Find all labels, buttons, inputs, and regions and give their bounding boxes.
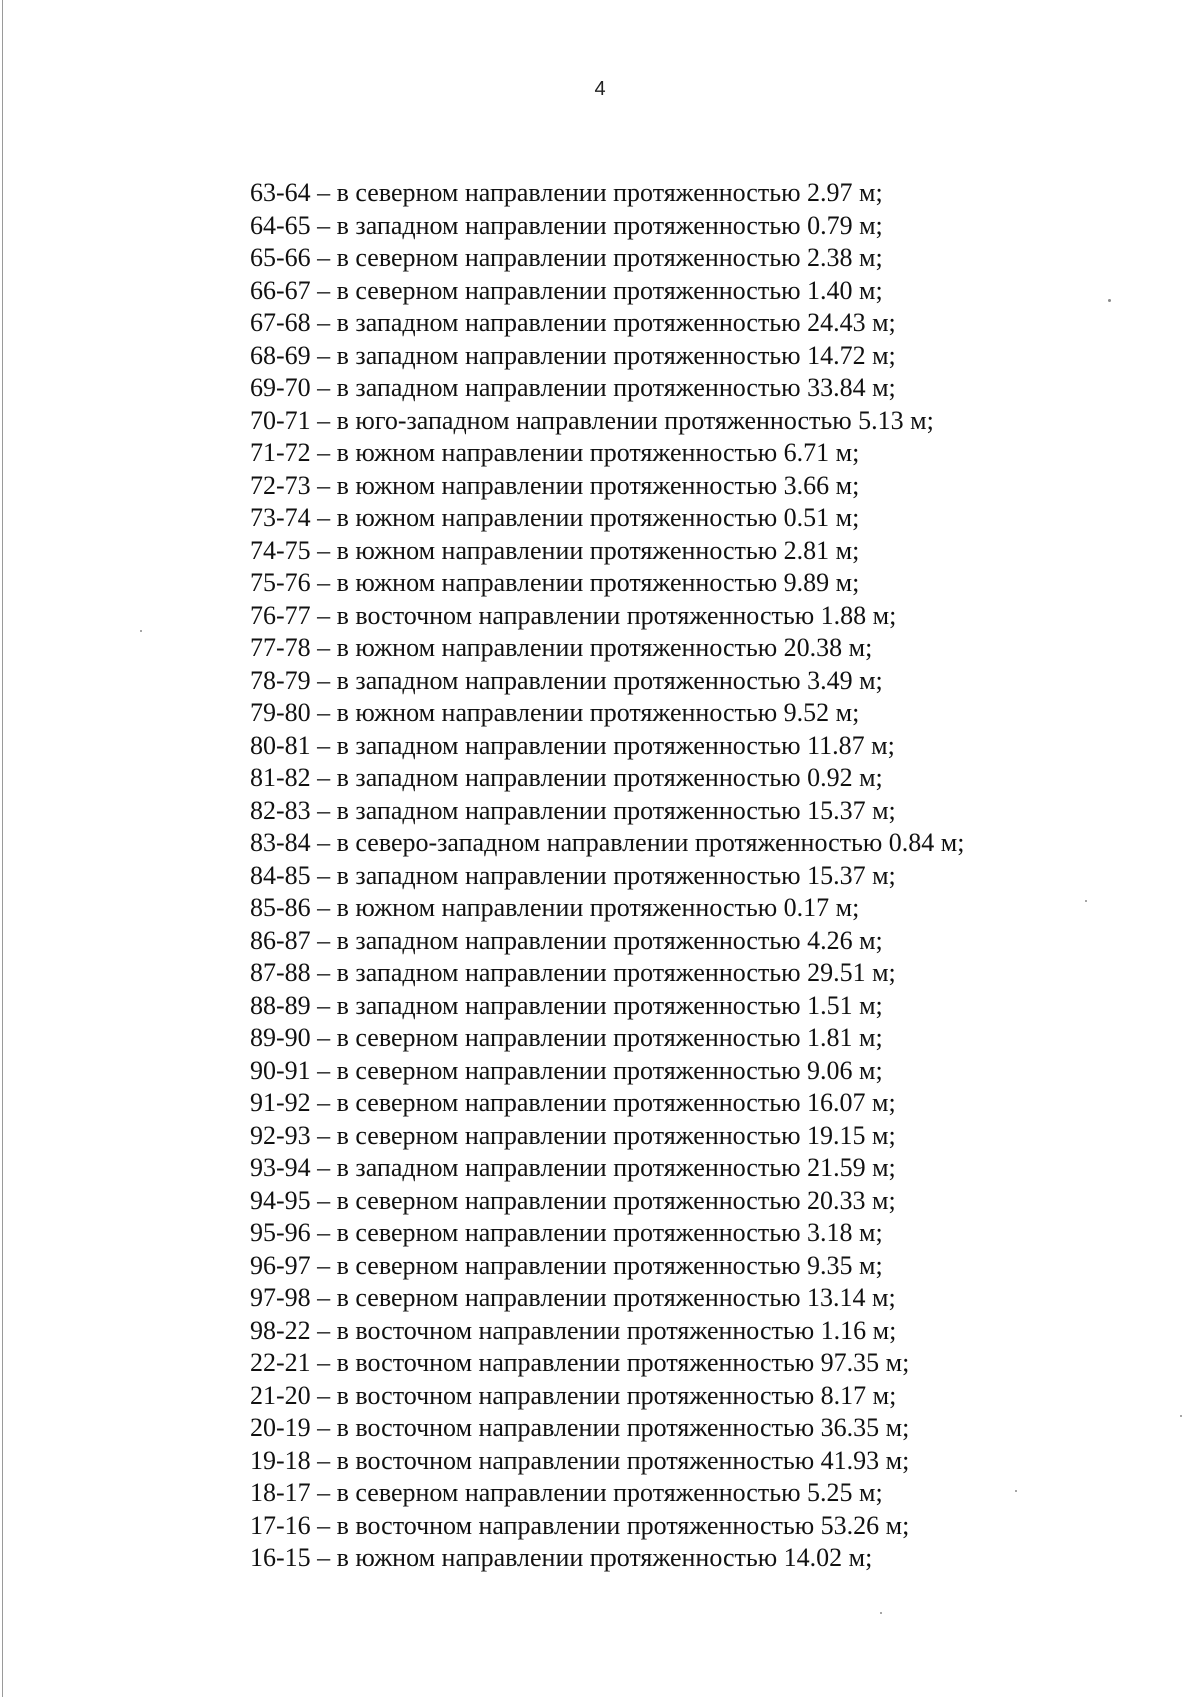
segment-entry: 89-90 – в северном направлении протяженностью 1.81 м; [250,1023,883,1052]
segment-entry: 74-75 – в южном направлении протяженностью 2.81 м; [250,535,860,565]
segment-entry: 95-96 – в северном направлении протяженностью 3.18 м; [250,1218,883,1247]
segment-entry: 84-85 – в западном направлении протяженностью 15.37 м; [250,860,896,890]
segment-entry: 72-73 – в южном направлении протяженностью 3.66 м; [250,470,860,500]
segment-entry: 94-95 – в северном направлении протяженностью 20.33 м; [250,1185,896,1215]
segment-entry: 97-98 – в северном направлении протяженностью 13.14 м; [250,1283,896,1312]
segment-entry: 21-20 – в восточном направлении протяженностью 8.17 м; [250,1380,897,1410]
segment-entry: 22-21 – в восточном направлении протяженностью 97.35 м; [250,1348,910,1377]
segment-entry: 16-15 – в южном направлении протяженностью 14.02 м; [250,1543,873,1572]
segment-entry: 65-66 – в северном направлении протяженностью 2.38 м; [250,243,883,272]
segment-entry: 77-78 – в южном направлении протяженностью 20.38 м; [250,633,873,662]
segment-entry: 78-79 – в западном направлении протяженностью 3.49 м; [250,665,883,695]
segment-entry: 91-92 – в северном направлении протяженностью 16.07 м; [250,1088,896,1117]
segment-entry: 70-71 – в юго-западном направлении протяженностью 5.13 м; [250,405,934,435]
page-number: 4 [594,78,606,100]
segment-entry: 80-81 – в западном направлении протяженностью 11.87 м; [250,730,895,760]
segment-entry: 17-16 – в восточном направлении протяженностью 53.26 м; [250,1510,910,1540]
page-left-edge [2,0,3,1697]
segment-entry: 73-74 – в южном направлении протяженностью 0.51 м; [250,503,860,532]
segment-entry: 85-86 – в южном направлении протяженностью 0.17 м; [250,893,860,922]
segment-entry: 67-68 – в западном направлении протяженностью 24.43 м; [250,308,896,337]
segment-entry: 93-94 – в западном направлении протяженностью 21.59 м; [250,1153,896,1182]
segment-entry: 92-93 – в северном направлении протяженностью 19.15 м; [250,1120,896,1150]
segment-entry: 76-77 – в восточном направлении протяженностью 1.88 м; [250,600,897,630]
segment-entry: 79-80 – в южном направлении протяженностью 9.52 м; [250,698,860,727]
segment-entry: 88-89 – в западном направлении протяженностью 1.51 м; [250,990,883,1020]
segment-entry: 96-97 – в северном направлении протяженностью 9.35 м; [250,1250,883,1280]
scan-speck [1085,900,1087,902]
segment-entry: 68-69 – в западном направлении протяженностью 14.72 м; [250,340,896,370]
segment-entry: 69-70 – в западном направлении протяженностью 33.84 м; [250,373,896,402]
scan-speck [1015,1490,1017,1492]
segment-entry: 71-72 – в южном направлении протяженностью 6.71 м; [250,438,860,467]
segment-entry: 75-76 – в южном направлении протяженностью 9.89 м; [250,568,860,597]
segment-entry: 63-64 – в северном направлении протяженностью 2.97 м; [250,178,883,207]
segment-entry: 64-65 – в западном направлении протяженностью 0.79 м; [250,210,883,240]
segment-entry: 86-87 – в западном направлении протяженностью 4.26 м; [250,925,883,955]
segment-entry: 18-17 – в северном направлении протяженностью 5.25 м; [250,1478,883,1507]
segment-entry: 90-91 – в северном направлении протяженностью 9.06 м; [250,1055,883,1085]
segment-entry: 20-19 – в восточном направлении протяженностью 36.35 м; [250,1413,910,1442]
segment-entry: 82-83 – в западном направлении протяженностью 15.37 м; [250,795,896,825]
scan-speck [1180,1415,1182,1417]
scan-speck [140,630,142,632]
segment-entry: 66-67 – в северном направлении протяженностью 1.40 м; [250,275,883,305]
segment-entry: 81-82 – в западном направлении протяженностью 0.92 м; [250,763,883,792]
segment-entry: 19-18 – в восточном направлении протяженностью 41.93 м; [250,1445,910,1475]
segment-entry: 98-22 – в восточном направлении протяженностью 1.16 м; [250,1315,897,1345]
segment-entry: 83-84 – в северо-западном направлении протяженностью 0.84 м; [250,828,965,857]
boundary-segment-list [250,177,964,1575]
scan-speck [880,1612,882,1614]
scan-speck [1108,299,1111,302]
segment-entry: 87-88 – в западном направлении протяженностью 29.51 м; [250,958,896,987]
